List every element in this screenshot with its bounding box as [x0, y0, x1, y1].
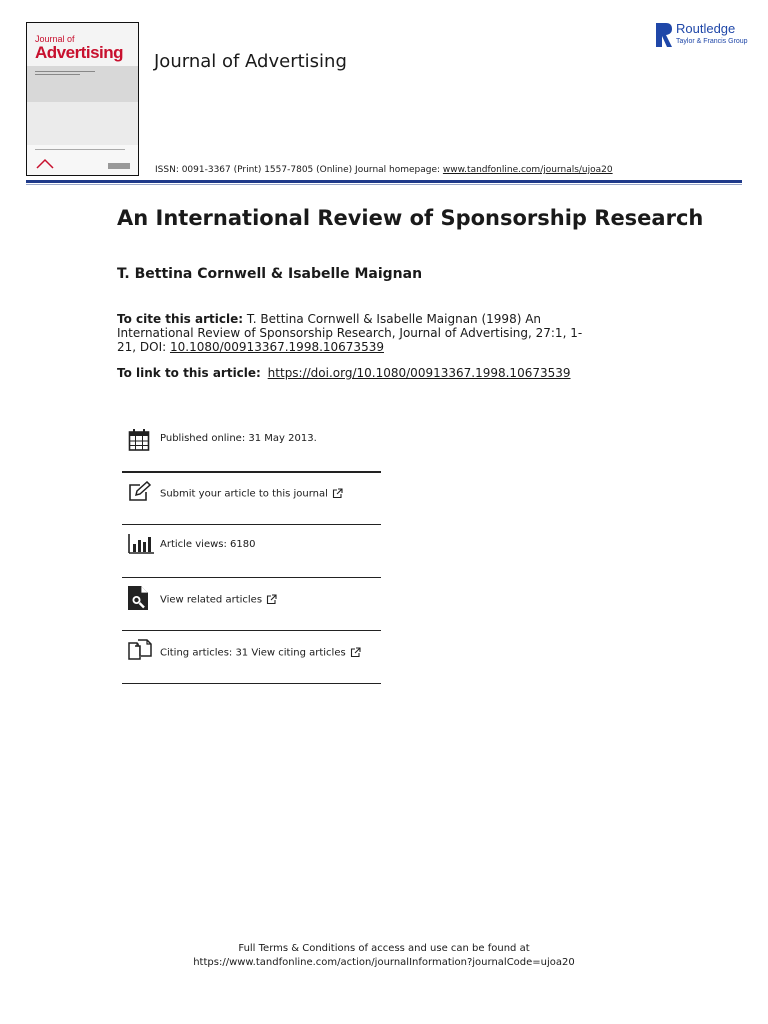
document-search-icon [128, 586, 148, 610]
citing-articles-row[interactable] [122, 639, 381, 665]
edit-icon [128, 481, 152, 503]
related-articles-link[interactable]: View related articles [160, 594, 263, 606]
article-title: An International Review of Sponsorship Research [117, 206, 704, 230]
journal-cover-image [26, 22, 139, 176]
link-label: To link to this article: [117, 366, 261, 380]
journal-name: Journal of Advertising [154, 51, 347, 72]
footer-terms-link[interactable]: https://www.tandfonline.com/action/journalInformation?journalCode=ujoa20 [193, 957, 575, 968]
cover-logo-icon [35, 158, 55, 170]
cover-big-title: Advertising [35, 43, 124, 62]
cover-small-title: Journal of [35, 34, 75, 44]
article-views-row [122, 533, 381, 559]
publisher-subtitle: Taylor & Francis Group [676, 38, 748, 45]
article-doi-link[interactable]: https://doi.org/10.1080/00913367.1998.10673539 [267, 366, 571, 380]
external-link-icon [266, 594, 277, 605]
external-link-icon [332, 488, 343, 499]
info-divider [122, 471, 381, 473]
info-divider [122, 577, 381, 578]
cite-text: T. Bettina Cornwell & Isabelle Maignan (1998) An International Review of Sponsorship Research, Journal of Advertising, 27:1, 1-21, DOI: [117, 312, 583, 354]
footer-terms [0, 942, 768, 970]
related-articles-row[interactable] [122, 586, 381, 612]
article-link-block [117, 366, 571, 380]
article-authors: T. Bettina Cornwell & Isabelle Maignan [117, 266, 423, 282]
article-views-text: Article views: 6180 [160, 539, 256, 550]
citing-articles-link[interactable]: Citing articles: 31 View citing articles [160, 647, 346, 659]
footer-terms-text: Full Terms & Conditions of access and use can be found at [238, 943, 530, 954]
submit-article-row[interactable] [122, 481, 381, 507]
citation-block [117, 312, 597, 354]
issn-line [155, 165, 613, 175]
publisher-name: Routledge [676, 21, 736, 36]
info-divider [122, 524, 381, 525]
published-online-text: Published online: 31 May 2013. [160, 433, 317, 444]
cite-doi-link[interactable]: 10.1080/00913367.1998.10673539 [169, 340, 384, 354]
info-divider [122, 630, 381, 631]
external-link-icon [350, 647, 361, 658]
header-divider [26, 180, 742, 183]
journal-homepage-link[interactable]: www.tandfonline.com/journals/ujoa20 [442, 165, 613, 175]
issn-text: ISSN: 0091-3367 (Print) 1557-7805 (Online) Journal homepage: [155, 165, 443, 175]
submit-article-link[interactable]: Submit your article to this journal [160, 488, 328, 500]
cite-label: To cite this article: [117, 312, 244, 326]
copy-documents-icon [128, 639, 152, 663]
calendar-icon [128, 428, 150, 452]
routledge-logo-icon [654, 22, 673, 48]
info-divider [122, 683, 381, 684]
bar-chart-icon [128, 534, 154, 554]
publisher-logo[interactable] [654, 20, 746, 50]
header-divider-thin [26, 184, 742, 185]
published-online-row [122, 428, 381, 454]
